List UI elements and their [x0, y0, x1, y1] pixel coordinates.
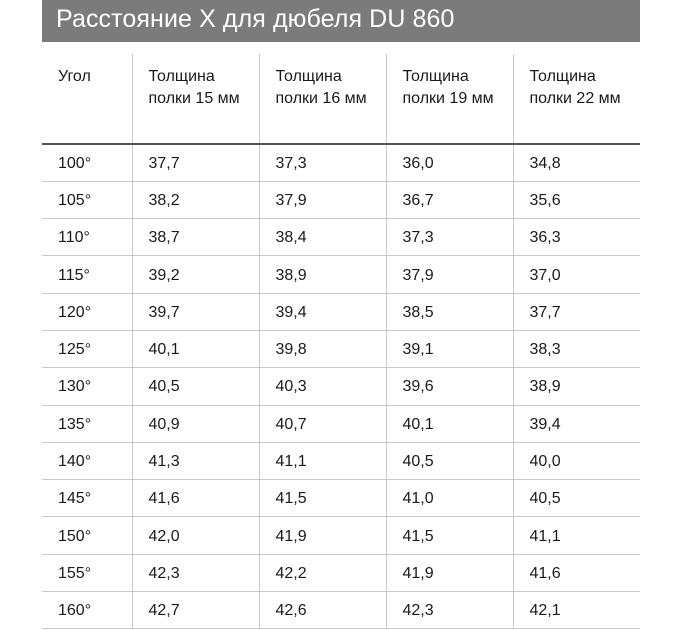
header-line: Толщина [275, 68, 342, 85]
angle-cell: 150° [42, 517, 132, 554]
distance-cell: 40,9 [132, 405, 259, 442]
table-row [42, 219, 640, 256]
header-line: полки 16 мм [275, 90, 367, 107]
distance-cell: 42,3 [386, 592, 513, 629]
distance-cell: 40,0 [513, 442, 640, 479]
distance-cell: 41,1 [513, 517, 640, 554]
distance-cell: 40,5 [132, 368, 259, 405]
table-row [42, 256, 640, 293]
header-thickness-16 [259, 54, 386, 144]
angle-cell: 100° [42, 144, 132, 181]
header-line: Толщина [529, 68, 596, 85]
distance-cell: 41,9 [259, 517, 386, 554]
distance-cell: 38,2 [132, 181, 259, 218]
table-header-row [42, 54, 640, 144]
distance-cell: 38,9 [513, 368, 640, 405]
table-row [42, 480, 640, 517]
distance-cell: 40,5 [386, 442, 513, 479]
distance-cell: 40,1 [132, 330, 259, 367]
angle-cell: 125° [42, 330, 132, 367]
distance-cell: 41,1 [259, 442, 386, 479]
angle-cell: 155° [42, 554, 132, 591]
table-row [42, 554, 640, 591]
dowel-distance-table [42, 54, 640, 629]
distance-cell: 38,4 [259, 219, 386, 256]
distance-cell: 42,7 [132, 592, 259, 629]
header-thickness-15 [132, 54, 259, 144]
distance-cell: 39,4 [259, 293, 386, 330]
header-thickness-22 [513, 54, 640, 144]
distance-cell: 36,3 [513, 219, 640, 256]
distance-cell: 41,5 [386, 517, 513, 554]
distance-cell: 38,3 [513, 330, 640, 367]
distance-cell: 34,8 [513, 144, 640, 181]
table-row [42, 442, 640, 479]
header-line: Толщина [402, 68, 469, 85]
distance-cell: 41,3 [132, 442, 259, 479]
angle-cell: 145° [42, 480, 132, 517]
distance-cell: 42,6 [259, 592, 386, 629]
distance-cell: 40,5 [513, 480, 640, 517]
angle-cell: 160° [42, 592, 132, 629]
table-body [42, 144, 640, 629]
distance-cell: 39,7 [132, 293, 259, 330]
header-thickness-19 [386, 54, 513, 144]
distance-cell: 42,0 [132, 517, 259, 554]
header-line: Толщина [148, 68, 215, 85]
distance-cell: 37,9 [386, 256, 513, 293]
distance-cell: 36,0 [386, 144, 513, 181]
distance-cell: 41,6 [132, 480, 259, 517]
distance-cell: 42,3 [132, 554, 259, 591]
distance-cell: 41,0 [386, 480, 513, 517]
distance-cell: 42,1 [513, 592, 640, 629]
header-line: полки 22 мм [529, 90, 621, 107]
angle-cell: 140° [42, 442, 132, 479]
distance-cell: 41,6 [513, 554, 640, 591]
header-line: полки 15 мм [148, 90, 240, 107]
table-row [42, 368, 640, 405]
distance-cell: 37,3 [386, 219, 513, 256]
angle-cell: 105° [42, 181, 132, 218]
distance-cell: 40,3 [259, 368, 386, 405]
distance-cell: 38,7 [132, 219, 259, 256]
header-line: полки 19 мм [402, 90, 494, 107]
distance-cell: 38,9 [259, 256, 386, 293]
distance-cell: 40,7 [259, 405, 386, 442]
distance-cell: 39,8 [259, 330, 386, 367]
distance-cell: 37,7 [132, 144, 259, 181]
angle-cell: 110° [42, 219, 132, 256]
distance-cell: 39,2 [132, 256, 259, 293]
table-row [42, 592, 640, 629]
table-row [42, 405, 640, 442]
table-row [42, 293, 640, 330]
page-title: Расстояние X для дюбеля DU 860 [56, 5, 455, 33]
angle-cell: 135° [42, 405, 132, 442]
distance-cell: 37,9 [259, 181, 386, 218]
distance-cell: 42,2 [259, 554, 386, 591]
table-row [42, 144, 640, 181]
distance-cell: 41,5 [259, 480, 386, 517]
angle-cell: 120° [42, 293, 132, 330]
header-angle [42, 54, 132, 144]
distance-cell: 39,4 [513, 405, 640, 442]
distance-cell: 41,9 [386, 554, 513, 591]
distance-cell: 39,6 [386, 368, 513, 405]
table-row [42, 181, 640, 218]
angle-cell: 115° [42, 256, 132, 293]
distance-cell: 37,3 [259, 144, 386, 181]
distance-cell: 36,7 [386, 181, 513, 218]
table-row [42, 517, 640, 554]
header-line: Угол [58, 68, 91, 85]
distance-cell: 40,1 [386, 405, 513, 442]
distance-cell: 38,5 [386, 293, 513, 330]
table-row [42, 330, 640, 367]
title-bar [42, 0, 640, 42]
distance-cell: 35,6 [513, 181, 640, 218]
distance-cell: 37,7 [513, 293, 640, 330]
distance-cell: 37,0 [513, 256, 640, 293]
angle-cell: 130° [42, 368, 132, 405]
distance-cell: 39,1 [386, 330, 513, 367]
